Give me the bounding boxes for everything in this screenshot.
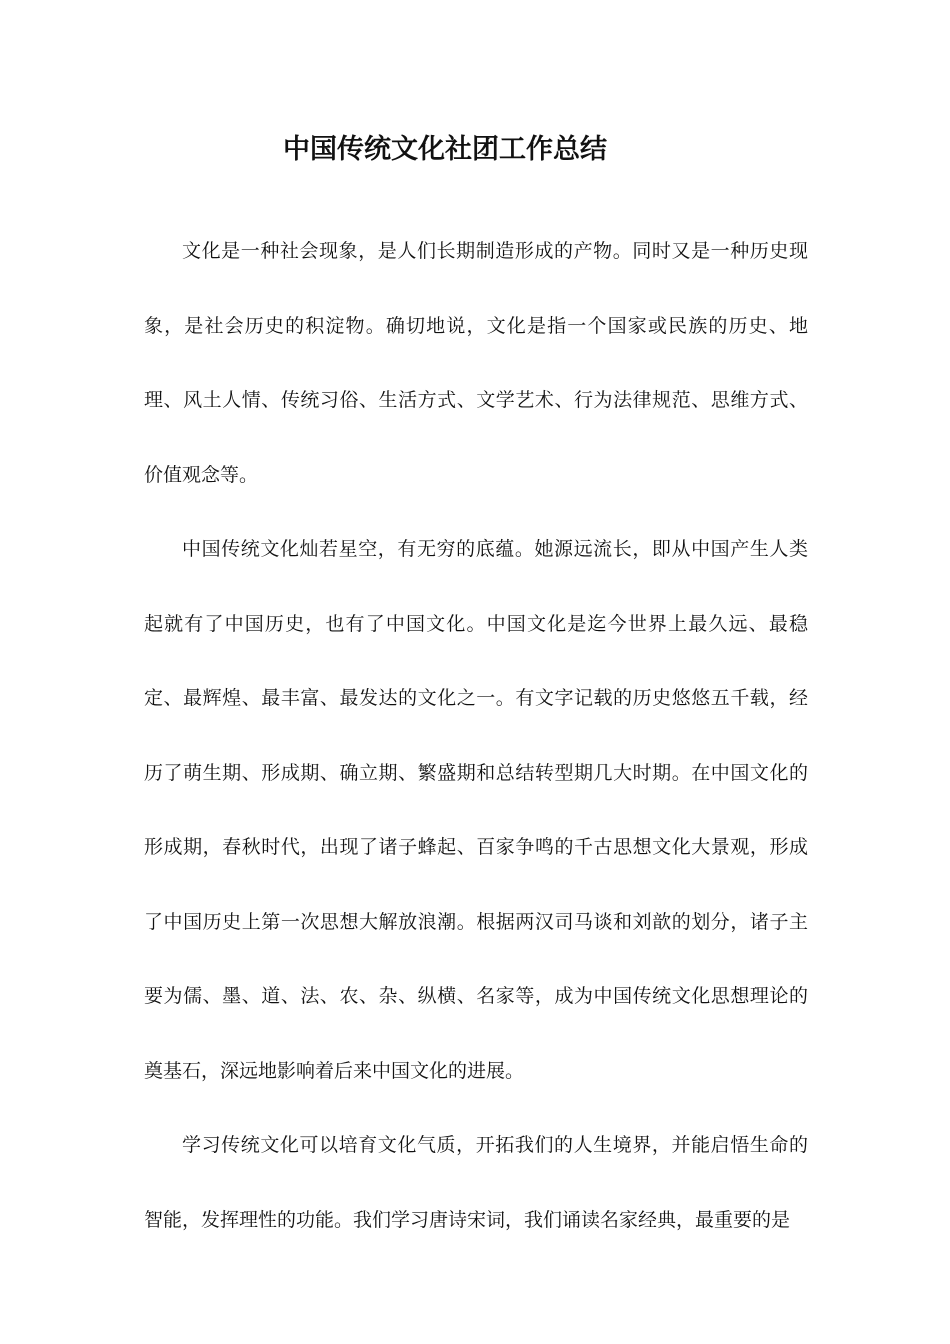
document-title: 中国传统文化社团工作总结	[283, 134, 607, 165]
paragraph-3: 学习传统文化可以培育文化气质，开拓我们的人生境界，并能启悟生命的智能，发挥理性的功能。我们学习唐诗宋词，我们诵读名家经典，最重要的是	[144, 1134, 808, 1231]
document-body	[144, 214, 808, 1257]
paragraph-1: 文化是一种社会现象，是人们长期制造形成的产物。同时又是一种历史现象，是社会历史的积淀物。确切地说，文化是指一个国家或民族的历史、地理、风土人情、传统习俗、生活方式、文学艺术、行为法律规范、思维方式、价值观念等。	[144, 240, 808, 486]
paragraph-2: 中国传统文化灿若星空，有无穷的底蕴。她源远流长，即从中国产生人类起就有了中国历史，也有了中国文化。中国文化是迄今世界上最久远、最稳定、最辉煌、最丰富、最发达的文化之一。有文字记载的历史悠悠五千载，经历了萌生期、形成期、确立期、繁盛期和总结转型期几大时期。在中国文化的形成期，春秋时代，出现了诸子蜂起、百家争鸣的千古思想文化大景观，形成了中国历史上第一次思想大解放浪潮。根据两汉司马谈和刘歆的划分，诸子主要为儒、墨、道、法、农、杂、纵横、名家等，成为中国传统文化思想理论的奠基石，深远地影响着后来中国文化的进展。	[144, 538, 808, 1082]
